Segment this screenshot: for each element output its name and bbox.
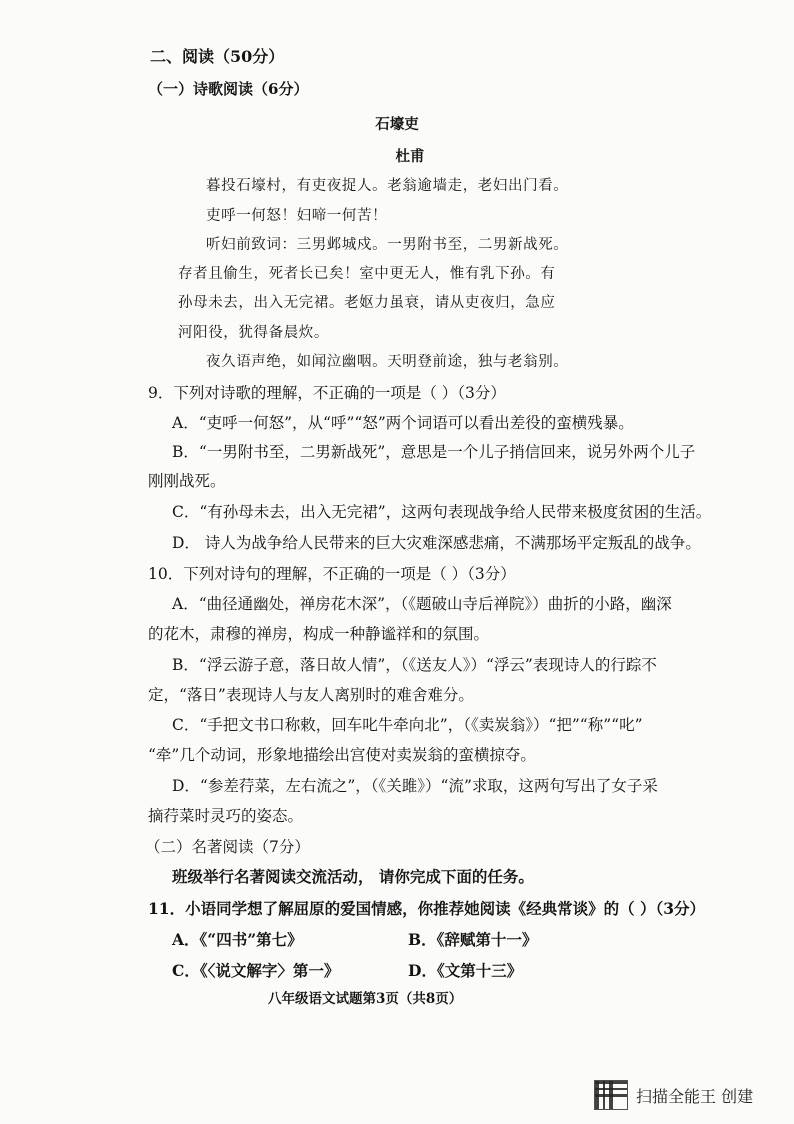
q10-option-c-cont: “牵”几个动词，形象地描绘出宫使对卖炭翁的蛮横掠夺。 [148, 746, 536, 764]
q9-stem: 9．下列对诗歌的理解，不正确的一项是（ ）（3分） [148, 384, 506, 402]
q10-stem: 10．下列对诗句的理解，不正确的一项是（ ）（3分） [148, 565, 516, 583]
poem-line: 听妇前致词：三男邺城戍。一男附书至，二男新战死。 [206, 237, 569, 253]
poem-line: 河阳役，犹得备晨炊。 [178, 325, 329, 341]
scanner-watermark [594, 1080, 753, 1110]
q9-option-a: A．“吏呼一何怒”，从“呼”“怒”两个词语可以看出差役的蛮横残暴。 [172, 414, 634, 432]
poem-title: 石壕吏 [375, 116, 419, 133]
q9-option-b-cont: 刚刚战死。 [148, 472, 226, 490]
poem-author: 杜甫 [395, 148, 425, 165]
poem-line: 暮投石壕村，有吏夜捉人。老翁逾墙走，老妇出门看。 [206, 178, 569, 194]
watermark-text: 扫描全能王 创建 [636, 1086, 754, 1106]
q11-option-d: D．《文第十三》 [408, 961, 523, 980]
q9-option-d: D． 诗人为战争给人民带来的巨大灾难深感悲痛，不满那场平定叛乱的战争。 [172, 534, 701, 552]
poem-line: 存者且偷生，死者长已矣！室中更无人，惟有乳下孙。有 [178, 266, 556, 282]
part2-intro: 班级举行名著阅读交流活动， 请你完成下面的任务。 [172, 867, 534, 886]
q10-option-b: B．“浮云游子意，落日故人情”，（《送友人》）“浮云”表现诗人的行踪不 [172, 656, 657, 674]
q11-option-b: B．《辞赋第十一》 [408, 930, 538, 949]
part1-title: （一）诗歌阅读（6分） [148, 80, 309, 98]
q10-option-a: A．“曲径通幽处，禅房花木深”，（《题破山寺后禅院》）曲折的小路，幽深 [172, 595, 672, 613]
q10-option-d-cont: 摘荇菜时灵巧的姿态。 [148, 807, 304, 825]
section-title: 二、阅读（50分） [150, 47, 285, 66]
q10-option-d: D．“参差荇菜，左右流之”，（《关雎》）“流”求取，这两句写出了女子采 [172, 777, 658, 795]
poem-line: 夜久语声绝，如闻泣幽咽。天明登前途，独与老翁别。 [206, 354, 569, 370]
q10-option-b-cont: 定，“落日”表现诗人与友人离别时的难舍难分。 [148, 686, 474, 704]
q9-option-b: B．“一男附书至，二男新战死”，意思是一个儿子捎信回来，说另外两个儿子 [172, 443, 696, 461]
poem-line: 孙母未去，出入无完裙。老妪力虽衰，请从吏夜归，急应 [178, 295, 556, 311]
page-footer: 八年级语文试题第3页（共8页） [268, 991, 463, 1007]
poem-line: 吏呼一何怒！妇啼一何苦！ [206, 208, 388, 224]
qr-code-icon [594, 1080, 628, 1110]
q11-option-a: A．《“四书”第七》 [172, 930, 303, 949]
q9-option-c: C．“有孙母未去，出入无完裙”，这两句表现战争给人民带来极度贫困的生活。 [172, 503, 712, 521]
q10-option-c: C．“手把文书口称敕，回车叱牛牵向北”，（《卖炭翁》）“把”“称”“叱” [172, 716, 643, 734]
q10-option-a-cont: 的花木，肃穆的禅房，构成一种静谧祥和的氛围。 [148, 625, 490, 643]
q11-option-c: C．《〈说文解字〉第一》 [172, 961, 340, 980]
q11-stem: 11．小语同学想了解屈原的爱国情感，你推荐她阅读《经典常谈》的（ ）（3分） [148, 899, 706, 918]
part2-title: （二）名著阅读（7分） [145, 838, 310, 856]
